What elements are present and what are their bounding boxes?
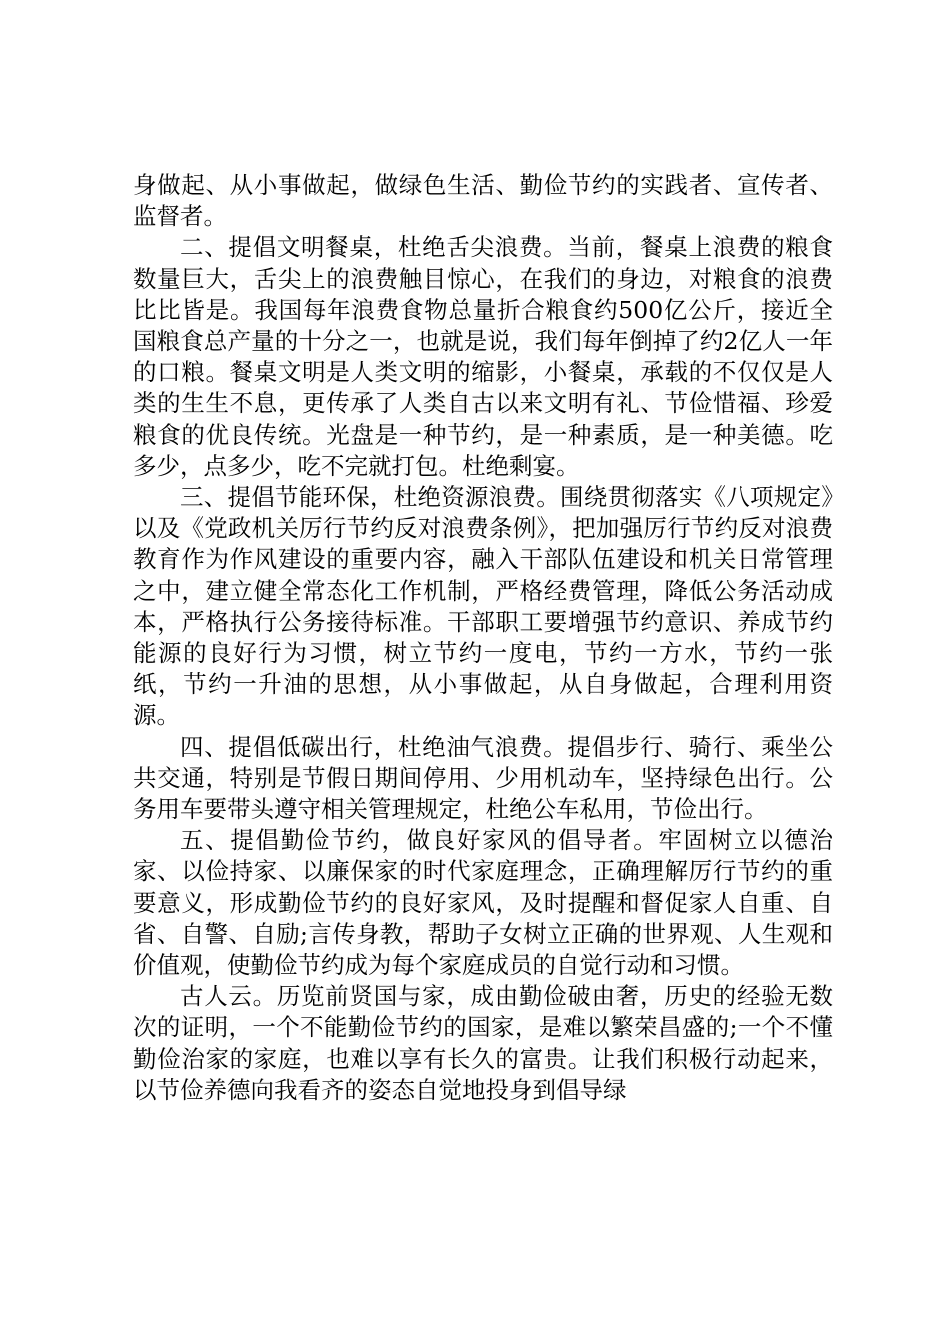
paragraph-closing-ancient-saying: 古人云。历览前贤国与家，成由勤俭破由奢，历史的经验无数次的证明，一个不能勤俭节约的国家，是难以繁荣昌盛的;一个不懂勤俭治家的家庭，也难以享有长久的富贵。让我们积极行动起来，以节俭养德向我看齐的姿态自觉地投身到倡导绿: [133, 982, 833, 1104]
document-body: [133, 170, 833, 1106]
paragraph-item-2-civilized-table: 二、提倡文明餐桌，杜绝舌尖浪费。当前，餐桌上浪费的粮食数量巨大，舌尖上的浪费触目惊心，在我们的身边，对粮食的浪费比比皆是。我国每年浪费食物总量折合粮食约500亿公斤，接近全国粮食总产量的十分之一，也就是说，我们每年倒掉了约2亿人一年的口粮。餐桌文明是人类文明的缩影，小餐桌，承载的不仅仅是人类的生生不息，更传承了人类自古以来文明有礼、节俭惜福、珍爱粮食的优良传统。光盘是一种节约，是一种素质，是一种美德。吃多少，点多少，吃不完就打包。杜绝剩宴。: [133, 233, 833, 480]
paragraph-continuation: 身做起、从小事做起，做绿色生活、勤俭节约的实践者、宣传者、监督者。: [133, 171, 833, 231]
paragraph-item-3-energy-saving: 三、提倡节能环保，杜绝资源浪费。围绕贯彻落实《八项规定》以及《党政机关厉行节约反对浪费条例》，把加强厉行节约反对浪费教育作为作风建设的重要内容，融入干部队伍建设和机关日常管理之中，建立健全常态化工作机制，严格经费管理，降低公务活动成本，严格执行公务接待标准。干部职工要增强节约意识、养成节约能源的良好行为习惯，树立节约一度电，节约一方水，节约一张纸，节约一升油的思想，从小事做起，从自身做起，合理利用资源。: [133, 483, 833, 730]
paragraph-item-4-low-carbon-travel: 四、提倡低碳出行，杜绝油气浪费。提倡步行、骑行、乘坐公共交通，特别是节假日期间停用、少用机动车，坚持绿色出行。公务用车要带头遵守相关管理规定，杜绝公车私用，节俭出行。: [133, 732, 833, 824]
paragraph-item-5-family-thrift: 五、提倡勤俭节约，做良好家风的倡导者。牢固树立以德治家、以俭持家、以廉保家的时代家庭理念，正确理解厉行节约的重要意义，形成勤俭节约的良好家风，及时提醒和督促家人自重、自省、自警、自励;言传身教，帮助子女树立正确的世界观、人生观和价值观，使勤俭节约成为每个家庭成员的自觉行动和习惯。: [133, 826, 833, 980]
